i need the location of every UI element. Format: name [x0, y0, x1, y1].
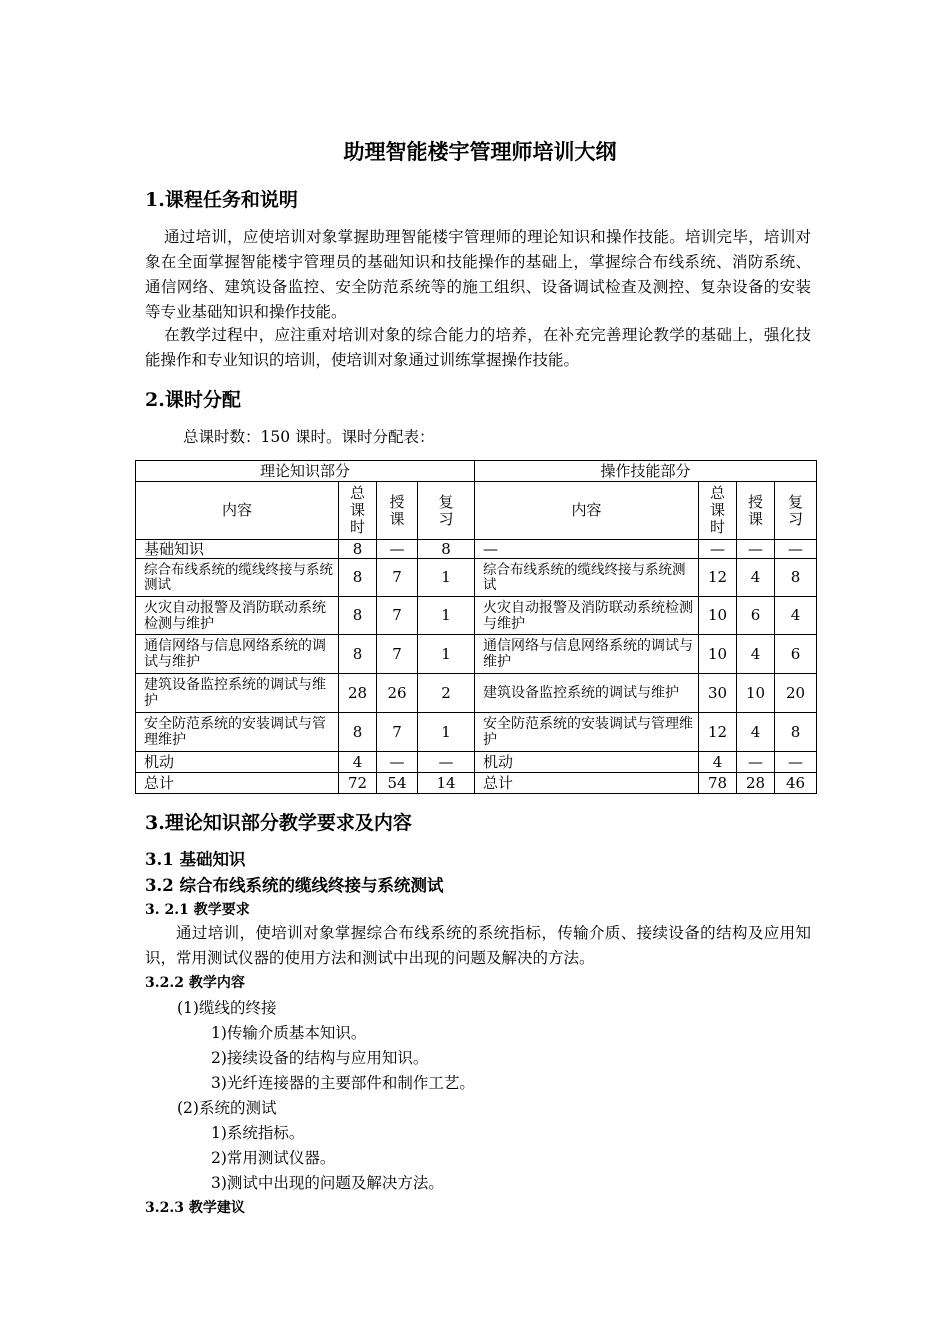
practice-content-cell: 安全防范系统的安装调试与管理维护 — [475, 713, 699, 752]
section-3-1-heading: 3.1 基础知识 — [145, 850, 246, 869]
theory-review-cell: 1 — [418, 635, 475, 674]
hours-allocation-table — [135, 460, 817, 794]
practice-teach-cell: 4 — [737, 713, 775, 752]
practice-review-cell: — — [775, 540, 817, 559]
theory-content-cell: 建筑设备监控系统的调试与维护 — [136, 674, 339, 713]
col-header-theory-teach: 授课 — [377, 482, 418, 540]
theory-content-cell: 安全防范系统的安装调试与管理维护 — [136, 713, 339, 752]
practice-total-cell: 4 — [699, 752, 737, 773]
theory-content-cell: 综合布线系统的缆线终接与系统测试 — [136, 559, 339, 597]
practice-total-cell: 10 — [699, 635, 737, 674]
practice-teach-cell: 4 — [737, 635, 775, 674]
practice-content-cell: 火灾自动报警及消防联动系统检测与维护 — [475, 597, 699, 635]
practice-total-cell: 10 — [699, 597, 737, 635]
col-header-practice-teach: 授课 — [737, 482, 775, 540]
group-header-theory: 理论知识部分 — [136, 461, 475, 482]
theory-total-cell: 4 — [339, 752, 377, 773]
theory-review-cell: 2 — [418, 674, 475, 713]
theory-total-cell: 28 — [339, 674, 377, 713]
practice-total-cell: — — [699, 540, 737, 559]
list-item: 3)测试中出现的问题及解决方法。 — [211, 1174, 444, 1192]
section-3-heading: 3.理论知识部分教学要求及内容 — [145, 812, 412, 834]
theory-total-cell: 8 — [339, 635, 377, 674]
col-header-practice-review: 复习 — [775, 482, 817, 540]
table-row — [136, 752, 817, 773]
section-3-2-1-heading: 3. 2.1 教学要求 — [145, 902, 250, 918]
practice-teach-cell: — — [737, 752, 775, 773]
theory-total-cell: 8 — [339, 540, 377, 559]
practice-content-cell: 机动 — [475, 752, 699, 773]
list-item: 2)常用测试仪器。 — [211, 1149, 336, 1167]
table-row — [136, 635, 817, 674]
practice-review-cell: — — [775, 752, 817, 773]
section-2-heading: 2.课时分配 — [145, 389, 241, 411]
section-1-heading: 1.课程任务和说明 — [145, 189, 298, 211]
table-row — [136, 540, 817, 559]
theory-review-cell: 8 — [418, 540, 475, 559]
practice-content-cell: — — [475, 540, 699, 559]
theory-total-cell: 72 — [339, 773, 377, 794]
practice-total-cell: 12 — [699, 559, 737, 597]
practice-review-cell: 8 — [775, 713, 817, 752]
practice-review-cell: 6 — [775, 635, 817, 674]
col-header-practice-total: 总课时 — [699, 482, 737, 540]
group-header-practice: 操作技能部分 — [475, 461, 817, 482]
theory-total-cell: 8 — [339, 597, 377, 635]
practice-total-cell: 12 — [699, 713, 737, 752]
table-group-header-row — [136, 461, 817, 482]
practice-review-cell: 46 — [775, 773, 817, 794]
theory-content-cell: 火灾自动报警及消防联动系统检测与维护 — [136, 597, 339, 635]
list-item: 1)系统指标。 — [211, 1124, 305, 1142]
practice-teach-cell: 6 — [737, 597, 775, 635]
practice-content-cell: 总计 — [475, 773, 699, 794]
section-3-2-heading: 3.2 综合布线系统的缆线终接与系统测试 — [145, 876, 444, 895]
practice-content-cell: 综合布线系统的缆线终接与系统测试 — [475, 559, 699, 597]
theory-teach-cell: — — [377, 540, 418, 559]
theory-content-cell: 基础知识 — [136, 540, 339, 559]
col-header-theory-content: 内容 — [136, 482, 339, 540]
theory-total-cell: 8 — [339, 559, 377, 597]
theory-review-cell: 1 — [418, 559, 475, 597]
practice-content-cell: 建筑设备监控系统的调试与维护 — [475, 674, 699, 713]
theory-review-cell: 1 — [418, 597, 475, 635]
practice-teach-cell: 4 — [737, 559, 775, 597]
theory-teach-cell: 26 — [377, 674, 418, 713]
list-item: 2)接续设备的结构与应用知识。 — [211, 1049, 429, 1067]
theory-total-cell: 8 — [339, 713, 377, 752]
practice-review-cell: 8 — [775, 559, 817, 597]
list-item: 1)传输介质基本知识。 — [211, 1024, 367, 1042]
theory-review-cell: 14 — [418, 773, 475, 794]
table-total-row — [136, 773, 817, 794]
table-row — [136, 597, 817, 635]
practice-teach-cell: 28 — [737, 773, 775, 794]
document-title: 助理智能楼宇管理师培训大纲 — [343, 139, 617, 164]
theory-teach-cell: — — [377, 752, 418, 773]
theory-teach-cell: 7 — [377, 597, 418, 635]
practice-review-cell: 20 — [775, 674, 817, 713]
practice-teach-cell: — — [737, 540, 775, 559]
section-1-paragraph-1: 通过培训，应使培训对象掌握助理智能楼宇管理师的理论知识和操作技能。培训完毕，培训对象在全面掌握智能楼宇管理员的基础知识和技能操作的基础上，掌握综合布线系统、消防系统、通信网络、建筑设备监控、安全防范系统等的施工组织、设备调试检查及测控、复杂设备的安装等专业基础知识和操作技能。 — [145, 228, 811, 321]
practice-total-cell: 78 — [699, 773, 737, 794]
practice-teach-cell: 10 — [737, 674, 775, 713]
col-header-theory-review: 复习 — [418, 482, 475, 540]
theory-teach-cell: 54 — [377, 773, 418, 794]
theory-review-cell: — — [418, 752, 475, 773]
section-3-2-1-text: 通过培训，使培训对象掌握综合布线系统的系统指标，传输介质、接续设备的结构及应用知识，常用测试仪器的使用方法和测试中出现的问题及解决的方法。 — [145, 924, 811, 967]
section-3-2-2-heading: 3.2.2 教学内容 — [145, 975, 245, 991]
list-item: 3)光纤连接器的主要部件和制作工艺。 — [211, 1074, 475, 1092]
table-column-header-row — [136, 482, 817, 540]
theory-teach-cell: 7 — [377, 635, 418, 674]
table-row — [136, 713, 817, 752]
section-1-paragraph-2: 在教学过程中，应注重对培训对象的综合能力的培养，在补充完善理论教学的基础上，强化技能操作和专业知识的培训，使培训对象通过训练掌握操作技能。 — [145, 326, 811, 369]
col-header-practice-content: 内容 — [475, 482, 699, 540]
theory-content-cell: 机动 — [136, 752, 339, 773]
table-row — [136, 559, 817, 597]
table-row — [136, 674, 817, 713]
practice-review-cell: 4 — [775, 597, 817, 635]
theory-review-cell: 1 — [418, 713, 475, 752]
theory-content-cell: 通信网络与信息网络系统的调试与维护 — [136, 635, 339, 674]
practice-total-cell: 30 — [699, 674, 737, 713]
section-2-intro: 总课时数：150 课时。课时分配表： — [183, 428, 435, 446]
col-header-theory-total: 总课时 — [339, 482, 377, 540]
list-item: (2)系统的测试 — [177, 1099, 277, 1117]
theory-teach-cell: 7 — [377, 713, 418, 752]
theory-teach-cell: 7 — [377, 559, 418, 597]
section-3-2-3-heading: 3.2.3 教学建议 — [145, 1200, 245, 1216]
theory-content-cell: 总计 — [136, 773, 339, 794]
practice-content-cell: 通信网络与信息网络系统的调试与维护 — [475, 635, 699, 674]
list-item: (1)缆线的终接 — [177, 999, 277, 1017]
